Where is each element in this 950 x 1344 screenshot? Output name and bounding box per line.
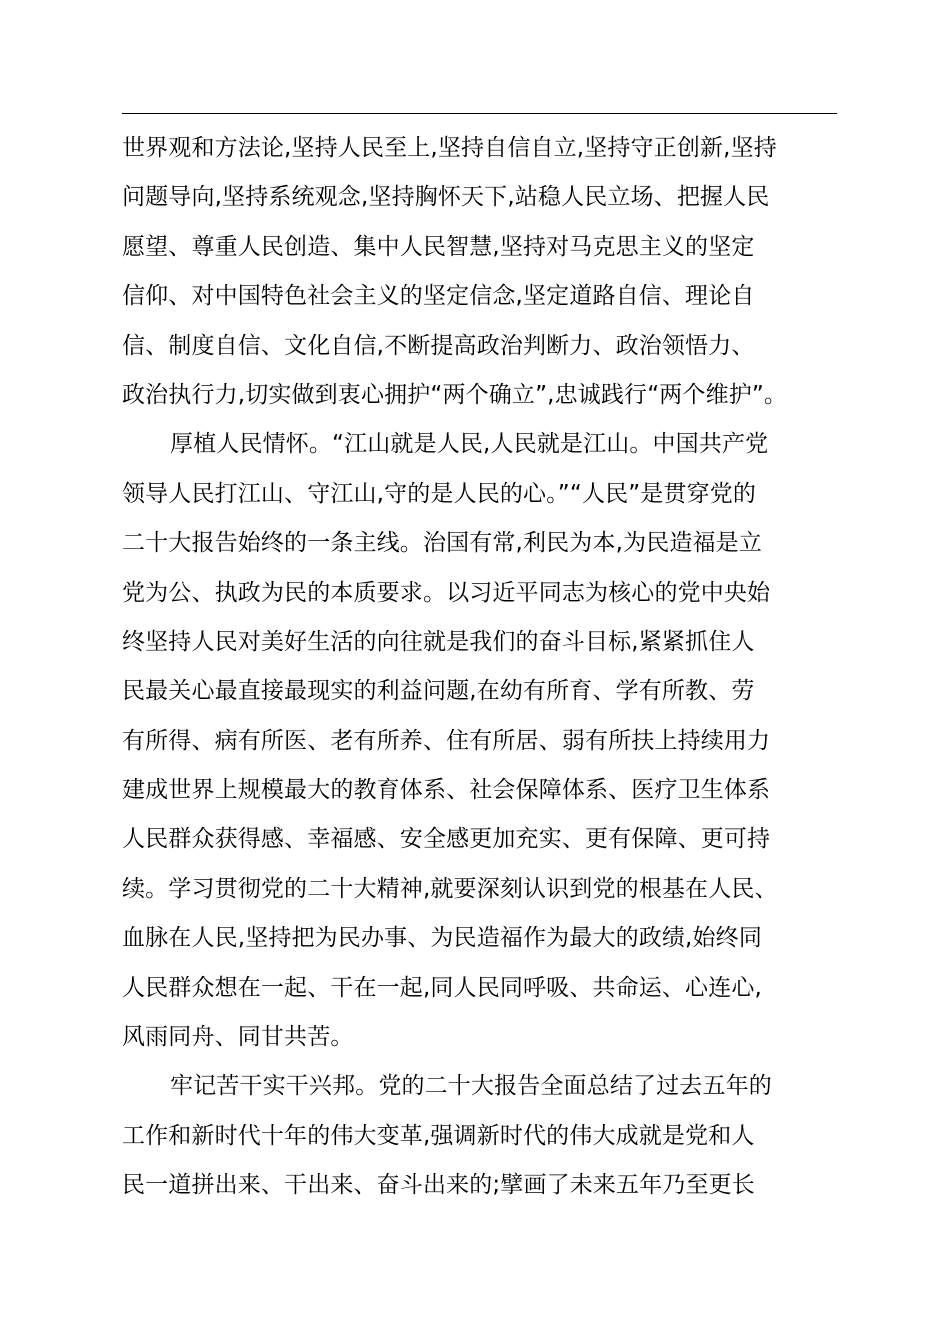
text-line: 领导人民打江山、守江山,守的是人民的心。”“人民”是贯穿党的 (122, 480, 757, 507)
text-line: 血脉在人民,坚持把为民办事、为民造福作为最大的政绩,始终同 (122, 925, 762, 952)
text-line: 工作和新时代十年的伟大变革,强调新时代的伟大成就是党和人 (122, 1122, 755, 1149)
text-line: 信、制度自信、文化自信,不断提高政治判断力、政治领悟力、 (122, 332, 755, 359)
text-line: 二十大报告始终的一条主线。治国有常,利民为本,为民造福是立 (122, 530, 762, 557)
text-line: 建成世界上规模最大的教育体系、社会保障体系、医疗卫生体系 (122, 777, 771, 804)
paragraph-start-line: 厚植人民情怀。“江山就是人民,人民就是江山。中国共产党 (170, 431, 769, 458)
text-line: 有所得、病有所医、老有所养、住有所居、弱有所扶上持续用力 (122, 727, 771, 754)
text-line: 续。学习贯彻党的二十大精神,就要深刻认识到党的根基在人民、 (122, 875, 778, 902)
text-line: 政治执行力,切实做到衷心拥护“两个确立”,忠诚践行“两个维护”。 (122, 381, 788, 408)
text-line: 人民群众想在一起、干在一起,同人民同呼吸、共命运、心连心, (122, 974, 762, 1001)
header-rule (122, 113, 837, 114)
text-line: 愿望、尊重人民创造、集中人民智慧,坚持对马克思主义的坚定 (122, 233, 755, 260)
text-line: 人民群众获得感、幸福感、安全感更加充实、更有保障、更可持 (122, 826, 771, 853)
text-line: 终坚持人民对美好生活的向往就是我们的奋斗目标,紧紧抓住人 (122, 628, 755, 655)
text-line: 信仰、对中国特色社会主义的坚定信念,坚定道路自信、理论自 (122, 283, 755, 310)
text-line: 问题导向,坚持系统观念,坚持胸怀天下,站稳人民立场、把握人民 (122, 184, 770, 211)
text-line: 世界观和方法论,坚持人民至上,坚持自信自立,坚持守正创新,坚持 (122, 135, 777, 161)
text-line: 民最关心最直接最现实的利益问题,在幼有所育、学有所教、劳 (122, 678, 755, 705)
text-line: 民一道拼出来、干出来、奋斗出来的;擘画了未来五年乃至更长 (122, 1172, 755, 1199)
body-text (0, 124, 950, 1211)
paragraph-start-line: 牢记苦干实干兴邦。党的二十大报告全面总结了过去五年的 (170, 1073, 772, 1100)
text-line: 风雨同舟、同甘共苦。 (122, 1024, 354, 1051)
text-line: 党为公、执政为民的本质要求。以习近平同志为核心的党中央始 (122, 579, 771, 606)
